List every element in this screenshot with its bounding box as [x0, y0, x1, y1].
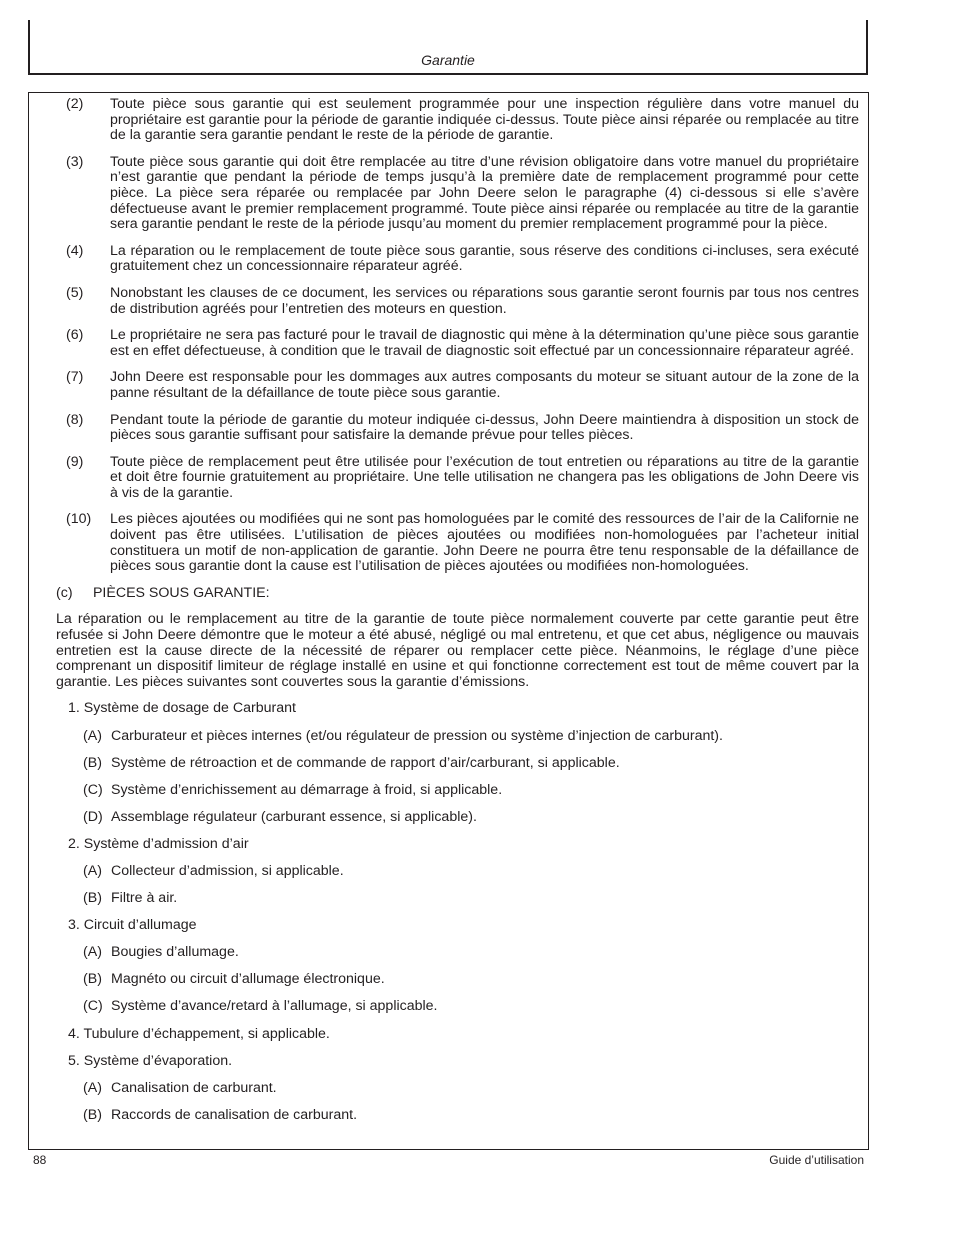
parts-subitem — [56, 972, 859, 988]
parts-subitem — [56, 1081, 859, 1097]
section-label: (c) — [56, 584, 73, 601]
subitem-text: Assemblage régulateur (carburant essence, si applicable). — [111, 808, 477, 825]
parts-category: 1. Système de dosage de Carburant — [68, 700, 296, 717]
page-header — [28, 20, 868, 75]
warranty-paragraph — [56, 512, 859, 574]
warranty-paragraph — [56, 455, 859, 502]
document-body — [28, 92, 869, 1135]
paragraph-number: (7) — [66, 369, 84, 386]
paragraph-number: (2) — [66, 96, 84, 112]
parts-subitem — [56, 864, 859, 880]
subitem-letter: (C) — [83, 998, 103, 1015]
subitem-letter: (A) — [83, 727, 102, 744]
subitem-letter: (D) — [83, 808, 103, 825]
parts-category: 2. Système d’admission d’air — [68, 835, 249, 852]
parts-subitem — [56, 729, 859, 745]
paragraph-text: La réparation ou le remplacement de toute pièce sous garantie, sous réserve des conditions ci-incluses, sera exécuté gratuitement chez un concessionnaire réparateur agréé. — [110, 242, 859, 275]
subitem-text: Canalisation de carburant. — [111, 1079, 277, 1096]
warranty-paragraphs — [56, 97, 859, 575]
parts-subitem — [56, 945, 859, 961]
section-title: PIÈCES SOUS GARANTIE: — [92, 584, 270, 601]
subitem-letter: (B) — [83, 754, 102, 771]
paragraph-number: (5) — [66, 284, 84, 301]
subitem-text: Carburateur et pièces internes (et/ou régulateur de pression ou système d’injection de carburant). — [111, 727, 723, 744]
subitem-letter: (C) — [83, 781, 103, 798]
page-number: 88 — [33, 1153, 47, 1167]
footer-guide-title: Guide d’utilisation — [769, 1153, 864, 1167]
subitem-text: Système d’avance/retard à l’allumage, si applicable. — [111, 998, 438, 1015]
parts-subitem — [56, 810, 859, 826]
paragraph-text: Toute pièce de remplacement peut être utilisée pour l’exécution de tout entretien ou réparations au titre de la garantie et doit être fournie gratuitement au propriétaire. Une telle utilisation ne changera pas les obligations de John Deere vis à vis de la garantie. — [110, 453, 859, 501]
parts-subitem — [56, 999, 859, 1015]
paragraph-number: (10) — [66, 511, 92, 528]
paragraph-number: (4) — [66, 242, 84, 259]
subitem-text: Raccords de canalisation de carburant. — [111, 1106, 358, 1123]
warranty-paragraph — [56, 155, 859, 233]
warranty-paragraph — [56, 244, 859, 275]
warranty-paragraph — [56, 286, 859, 317]
subitem-text: Système de rétroaction et de commande de rapport d’air/carburant, si applicable. — [111, 754, 620, 771]
page-title: Garantie — [421, 52, 475, 68]
paragraph-text: Le propriétaire ne sera pas facturé pour le travail de diagnostic qui mène à la détermination qu’une pièce sous garantie est en effet défectueuse, à condition que le travail de diagnostic soit effectué par un concessionnaire réparateur agréé. — [110, 327, 859, 359]
paragraph-text: Toute pièce sous garantie qui est seulement programmée pour une inspection régulière dans votre manuel du propriétaire est garantie pour la période de garantie indiquée ci-dessus. Toute pièce ainsi réparée ou remplacée au titre de la garantie sera garantie pendant le reste de la période de garantie. — [110, 96, 859, 144]
warranty-paragraph — [56, 370, 859, 401]
parts-category: 3. Circuit d’allumage — [68, 917, 197, 934]
warranty-paragraph — [56, 413, 859, 444]
parts-category: 4. Tubulure d’échappement, si applicable. — [68, 1025, 330, 1042]
warranty-paragraph — [56, 97, 859, 144]
paragraph-number: (9) — [66, 453, 84, 470]
subitem-letter: (B) — [83, 1106, 102, 1123]
subitem-letter: (B) — [83, 971, 102, 988]
subitem-text: Filtre à air. — [111, 890, 178, 907]
paragraph-text: Nonobstant les clauses de ce document, les services ou réparations sous garantie seront fournis par tous nos centres de distribution agréés pour l’entretien des moteurs en question. — [110, 284, 859, 317]
paragraph-text: John Deere est responsable pour les dommages aux autres composants du moteur se situant autour de la zone de la panne résultant de la défaillance de toute pièce sous garantie. — [110, 369, 859, 401]
paragraph-text: Toute pièce sous garantie qui doit être remplacée au titre d’une révision obligatoire dans votre manuel du propriétaire n’est garantie que pendant la période de temps jusqu’à la première date de remplacement programmé pour cette pièce. La pièce sera réparée ou remplacée par John Deere selon le paragraphe (4) ci-dessous si elle s’avère défectueuse avant le premier remplacement programmé. Toute pièce ainsi réparée ou remplacée au titre de la garantie sera garantie pendant le reste de la période jusqu’au moment du premier remplacement programmé pour la pièce. — [110, 153, 859, 233]
subitem-letter: (B) — [83, 890, 102, 907]
subitem-text: Bougies d’allumage. — [111, 944, 239, 961]
parts-subitem — [56, 756, 859, 772]
intro-paragraph: La réparation ou le remplacement au titre de la garantie de toute pièce normalement couverte par cette garantie peut être refusée si John Deere démontre que le moteur a été abusé, négligé ou mal entretenu, et que cet abus, négligence ou mauvais entretien est la cause directe de la nécessité de réparer ou remplacer cette pièce. Néanmoins, le réglage d’une pièce comprenant un dispositif limiteur de réglage installé en usine et qui fonctionne correctement est tout de même couvert par la garantie. Les pièces suivantes sont couvertes sous la garantie d’émissions. — [56, 611, 859, 690]
paragraph-text: Pendant toute la période de garantie du moteur indiquée ci-dessus, John Deere maintiendra à disposition un stock de pièces sous garantie suffisant pour satisfaire la demande prévue pour telles pièces. — [110, 411, 859, 444]
parts-category: 5. Système d’évaporation. — [68, 1052, 233, 1069]
parts-list — [56, 701, 859, 1123]
paragraph-text: Les pièces ajoutées ou modifiées qui ne sont pas homologuées par le comité des ressources de l’air de la Californie ne doivent pas être utilisées. L’utilisation de pièces ajoutées ou modifiées non-homologuées par l’acheteur initial constituera un motif de non-application de garantie. John Deere ne pourra être tenu responsable de la défaillance de pièces sous garantie dont la cause est l’utilisation de pièces ajoutées ou modifiées non-homologuées. — [110, 511, 859, 575]
parts-subitem — [56, 783, 859, 799]
paragraph-number: (8) — [66, 411, 84, 428]
warranty-paragraph — [56, 328, 859, 359]
subitem-text: Magnéto ou circuit d’allumage électronique. — [111, 971, 385, 988]
paragraph-number: (6) — [66, 327, 84, 344]
parts-subitem — [56, 891, 859, 907]
section-heading — [56, 586, 859, 602]
subitem-text: Collecteur d’admission, si applicable. — [111, 862, 344, 879]
subitem-letter: (A) — [83, 1079, 102, 1096]
subitem-text: Système d’enrichissement au démarrage à froid, si applicable. — [111, 781, 503, 798]
parts-subitem — [56, 1108, 859, 1124]
subitem-letter: (A) — [83, 944, 102, 961]
subitem-letter: (A) — [83, 862, 102, 879]
paragraph-number: (3) — [66, 153, 84, 170]
